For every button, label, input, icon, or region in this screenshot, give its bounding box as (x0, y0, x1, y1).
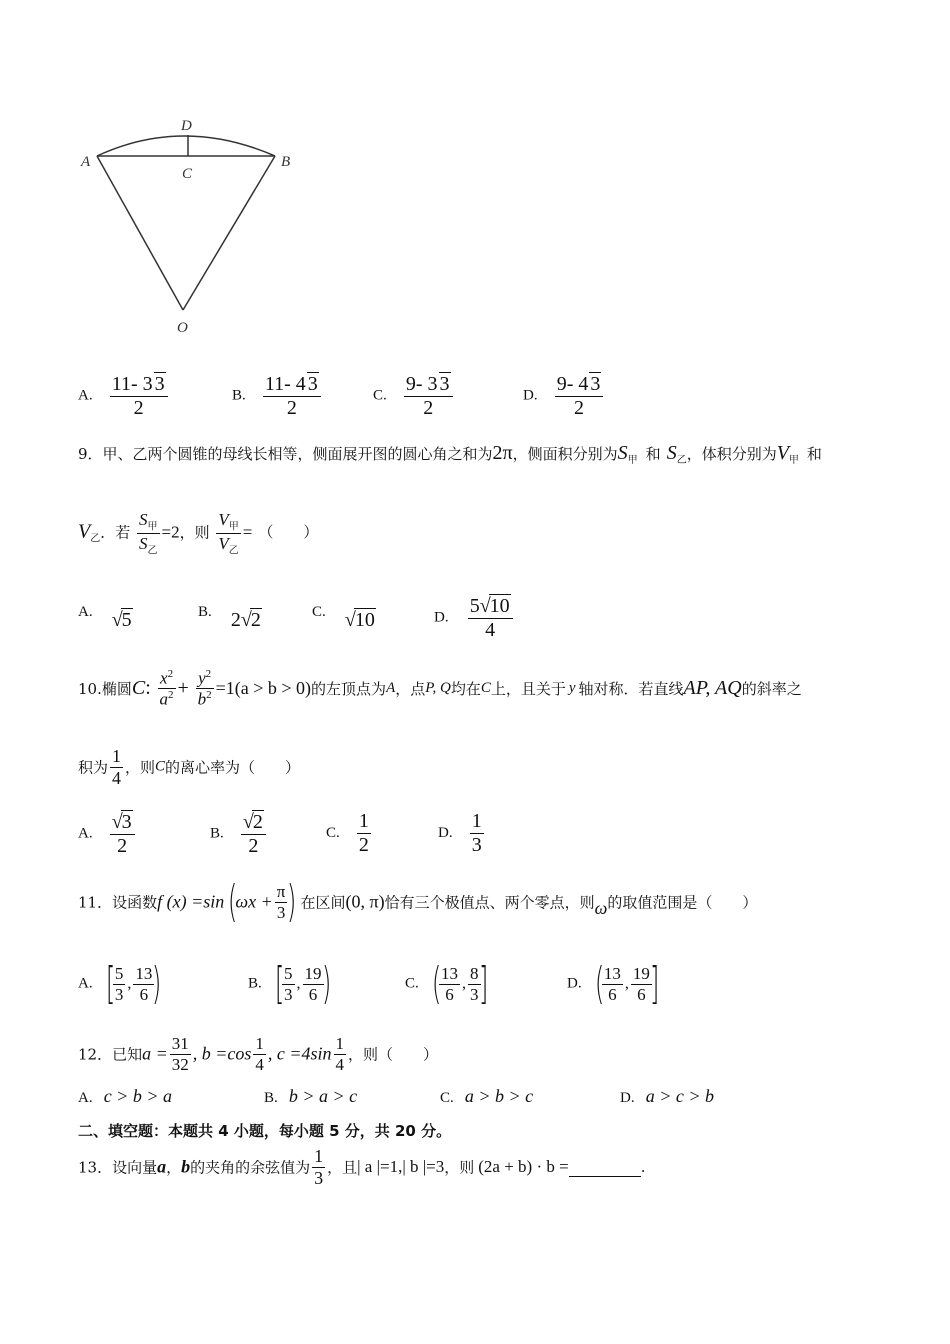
q12-option-c[interactable]: C. a > b > c (440, 1086, 534, 1106)
option-label: C. (440, 1090, 454, 1106)
option-label: A. (78, 387, 93, 404)
option-label: A. (78, 975, 93, 992)
fraction: $\frac{11- 4 3}{2}$ (263, 372, 321, 420)
q11-stem: 11．设函数f (x) =sin(ωx + $\frac{\pi}{3}$ ) 在区间(0, π)恰有三个极值点、两个零点，则ω的取值范围是（ ） (78, 876, 758, 927)
option-label: C. (373, 387, 387, 404)
q8-option-b[interactable] (232, 372, 323, 420)
q10-stem-line2: 积为 $\frac{1}{4}$ ，则C的离心率为（ ） (78, 746, 301, 788)
option-label: B. (248, 975, 262, 992)
point-b-label: B (281, 154, 291, 170)
option-label: C. (405, 975, 419, 992)
option-label: A. (78, 1090, 93, 1106)
point-o-label: O (177, 320, 188, 336)
point-c-label: C (182, 166, 193, 182)
q12-option-b[interactable]: B. b > a > c (264, 1086, 358, 1106)
q10-option-c[interactable]: C. $\frac{1}{2}$ (326, 810, 369, 856)
q11-option-a[interactable]: A. [ $\frac{5}{3}$ , $\frac{13}{6}$ ) (78, 958, 162, 1009)
radius-oa (97, 156, 183, 310)
q12-option-a[interactable]: A. c > b > a (78, 1086, 172, 1106)
q10-option-a[interactable]: A. $\frac{√3}{2}$ (78, 810, 137, 858)
q11-option-b[interactable]: B. [ $\frac{5}{3}$ , $\frac{19}{6}$ ) (248, 958, 331, 1009)
q10-option-d[interactable]: D. $\frac{1}{3}$ (438, 810, 482, 856)
option-label: B. (210, 825, 224, 842)
q9-option-d[interactable]: D. $\frac{5√10}{4}$ (434, 594, 515, 642)
fraction: $\frac{9- 4 3}{2}$ (555, 372, 604, 420)
arc-adb (97, 136, 275, 156)
option-label: A. (78, 825, 93, 842)
fraction: $\frac{9- 3 3}{2}$ (404, 372, 453, 420)
option-label: C. (326, 825, 340, 841)
point-d-label: D (181, 118, 192, 134)
option-label: C. (312, 604, 326, 620)
fraction: $\frac{11- 3 3}{2}$ (110, 372, 168, 420)
option-label: B. (198, 604, 212, 620)
q9-stem-line2: $V_乙$．若 $\frac{S_甲}{S_乙}$ =2，则 $\frac{V_甲}{V_乙}$ = （ ） (78, 510, 319, 557)
option-label: D. (567, 975, 582, 992)
q8-option-a[interactable] (78, 372, 170, 420)
q9-option-a[interactable]: A. √5 (78, 604, 132, 631)
option-label: D. (523, 387, 538, 404)
option-label: D. (434, 609, 449, 626)
answer-blank[interactable] (569, 1158, 641, 1177)
section-heading: 二、填空题：本题共 4 小题，每小题 5 分，共 20 分。 (78, 1122, 452, 1140)
q12-stem: 12．已知a = $\frac{31}{32}$ , b =cos $\frac{1}{4}$ , c =4sin $\frac{1}{4}$ ，则（ ） (78, 1034, 439, 1074)
option-label: A. (78, 604, 93, 620)
option-label: D. (438, 825, 453, 841)
q9-option-b[interactable]: B. 2√2 (198, 604, 261, 631)
q12-option-d[interactable]: D. a > c > b (620, 1086, 714, 1106)
point-a-label: A (81, 154, 91, 170)
q10-option-b[interactable]: B. $\frac{√2}{2}$ (210, 810, 268, 858)
q10-stem-line1: 10.椭圆C: $\frac{x^2}{a^2}$ + $\frac{y^2}{b^2}$ =1(a > b > 0)的左顶点为A，点P, Q均在C上，且关于 y 轴对称．若直线AP, AQ的斜率之 (78, 668, 802, 709)
option-label: D. (620, 1090, 635, 1106)
q11-option-c[interactable]: C. ( $\frac{13}{6}$ , $\frac{8}{3}$ ] (405, 958, 488, 1009)
q13-stem: 13．设向量a，b的夹角的余弦值为 $\frac{1}{3}$ ，且| a |=1,| b |=3，则 (2a + b) · b = . (78, 1146, 646, 1188)
q8-option-d[interactable] (523, 372, 605, 420)
option-label: B. (264, 1090, 278, 1106)
q11-option-d[interactable]: D. ( $\frac{13}{6}$ , $\frac{19}{6}$ ] (567, 958, 660, 1009)
option-label: B. (232, 387, 246, 404)
sector-figure (75, 110, 315, 340)
q9-stem-line1: 9．甲、乙两个圆锥的母线长相等，侧面展开图的圆心角之和为2π，侧面积分别为$S_甲$ 和 $S_乙$，体积分别为$V_甲$ 和 (78, 442, 822, 466)
radius-ob (183, 156, 275, 310)
q9-option-c[interactable]: C. √10 (312, 604, 375, 631)
q8-option-c[interactable] (373, 372, 455, 420)
